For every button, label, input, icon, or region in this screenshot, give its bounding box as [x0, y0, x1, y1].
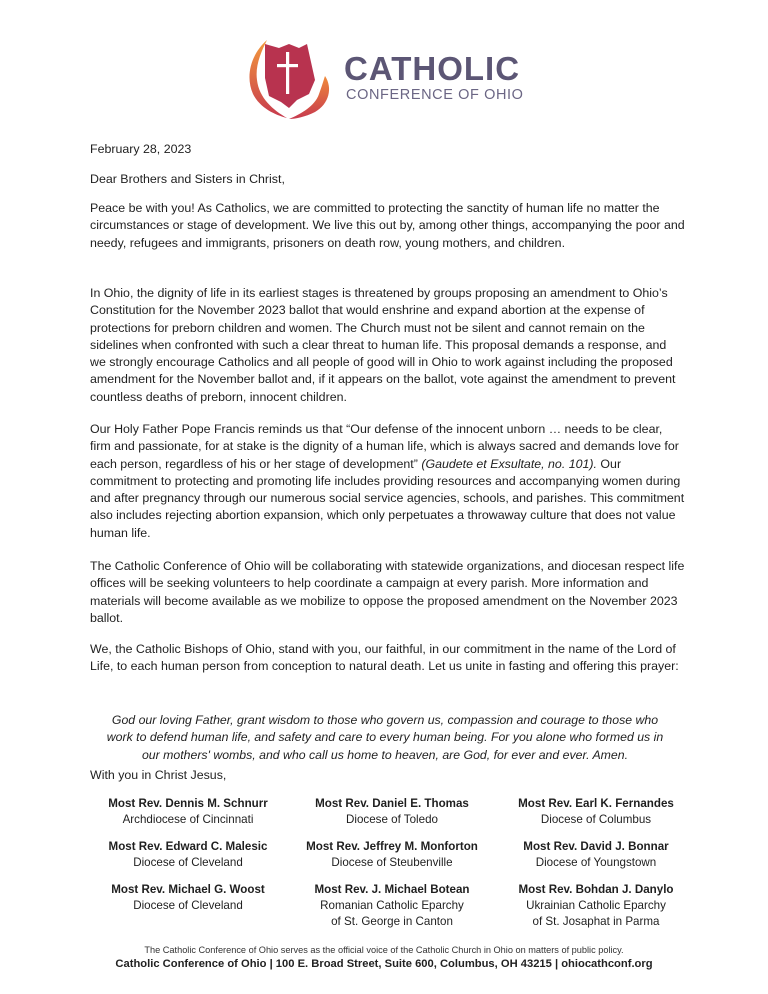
bishop-diocese: Diocese of Columbus	[540, 813, 652, 826]
bishop-diocese: Ukrainian Catholic Eparchy	[526, 899, 666, 912]
bishop-signature	[290, 882, 494, 930]
date-text: February 28, 2023	[90, 142, 192, 156]
pope-quote: Our Holy Father Pope Francis reminds us that “Our defense of the innocent unborn … needs to be clear, firm and passionate, for at stake is the dignity of a human life, which is always sacred and demands love for each person, regardless of his or her stage of development”	[90, 422, 679, 471]
bishop-signature	[86, 839, 290, 871]
bishop-diocese: Diocese of Cleveland	[133, 899, 243, 912]
bishop-signature	[494, 882, 698, 930]
ohio-cross-flame-logo-icon	[243, 36, 338, 120]
paragraph-5	[90, 641, 685, 676]
bishop-signature	[86, 882, 290, 914]
closing: With you in Christ Jesus,	[90, 768, 227, 782]
letterhead	[243, 36, 543, 120]
citation: (Gaudete et Exsultate, no. 101).	[421, 456, 597, 471]
bishop-diocese: Diocese of Steubenville	[331, 856, 453, 869]
org-subtitle: CONFERENCE OF OHIO	[346, 87, 524, 103]
paragraph-3-rest: Our commitment to protecting and promoting life includes providing resources and accompanying women during and after pregnancy through our numerous social service agencies, schools, and parishes. This commitment also includes rejecting abortion expansion, which only perpetuates a throwaway culture that does not value human life.	[90, 456, 685, 540]
paragraph-1-text: Peace be with you! As Catholics, we are committed to protecting the sanctity of human life no matter the circumstances or stage of development. We live this out by, among other things, accompanying the poor and needy, refugees and immigrants, prisoners on death row, young mothers, and children.	[90, 201, 685, 250]
bishop-diocese: Diocese of Toledo	[346, 813, 438, 826]
bishop-diocese-line-2: of St. Josaphat in Parma	[532, 915, 660, 928]
bishop-diocese: Diocese of Youngstown	[535, 856, 657, 869]
paragraph-3-text	[90, 421, 685, 542]
paragraph-4	[90, 558, 685, 627]
paragraph-4-text: The Catholic Conference of Ohio will be collaborating with statewide organizations, and diocesan respect life offices will be seeking volunteers to help coordinate a campaign at every parish. More information and materials will become available as we mobilize to oppose the proposed amendment on the November 2023 ballot.	[90, 559, 685, 625]
paragraph-2-text: In Ohio, the dignity of life in its earliest stages is threatened by groups proposing an amendment to Ohio’s Constitution for the November 2023 ballot that would enshrine and expand abortion at the expense of protections for preborn children and women. The Church must not be silent and cannot remain on the sidelines when confronted with such a clear threat to human life. This proposal demands a response, and we strongly encourage Catholics and all people of good will in Ohio to work against including the proposed amendment for the November ballot and, if it appears on the ballot, vote against the amendment to prevent countless deaths of preborn, innocent children.	[90, 286, 676, 404]
salutation-text: Dear Brothers and Sisters in Christ,	[90, 172, 285, 186]
bishop-diocese: Archdiocese of Cincinnati	[122, 813, 254, 826]
bishop-signature	[290, 796, 494, 828]
bishop-signature	[290, 839, 494, 871]
bishop-diocese: Romanian Catholic Eparchy	[320, 899, 464, 912]
bishop-name: Most Rev. J. Michael Botean	[314, 883, 470, 896]
paragraph-2	[90, 285, 685, 406]
salutation	[90, 171, 685, 188]
bishop-name: Most Rev. Dennis M. Schnurr	[108, 797, 268, 810]
bishop-signature	[86, 796, 290, 828]
bishop-diocese: Diocese of Cleveland	[133, 856, 243, 869]
bishop-diocese-line-2: of St. George in Canton	[331, 915, 453, 928]
letter-date	[90, 141, 685, 158]
bishop-name: Most Rev. Michael G. Woost	[111, 883, 265, 896]
paragraph-3	[90, 421, 685, 542]
bishop-signature	[494, 796, 698, 828]
paragraph-5-text: We, the Catholic Bishops of Ohio, stand with you, our faithful, in our commitment in the name of the Lord of Life, to each human person from conception to natural death. Let us unite in fasting and offering this prayer:	[90, 642, 679, 674]
bishop-name: Most Rev. Edward C. Malesic	[108, 840, 268, 853]
bishop-name: Most Rev. Earl K. Fernandes	[518, 797, 674, 810]
footer-address: Catholic Conference of Ohio | 100 E. Broad Street, Suite 600, Columbus, OH 43215 | ohiocathconf.org	[115, 958, 653, 970]
bishop-name: Most Rev. Bohdan J. Danylo	[518, 883, 674, 896]
footer-note: The Catholic Conference of Ohio serves as the official voice of the Catholic Church in Ohio on matters of public policy.	[144, 945, 624, 955]
paragraph-1	[90, 200, 685, 252]
prayer: God our loving Father, grant wisdom to those who govern us, compassion and courage to those who work to defend human life, and safety and care to every human being. For you alone who formed us in our mothers' wombs, and who call us home to heaven, are God, for ever and ever. Amen.	[106, 713, 664, 762]
bishop-name: Most Rev. Jeffrey M. Monforton	[306, 840, 478, 853]
bishop-name: Most Rev. David J. Bonnar	[523, 840, 669, 853]
org-name: CATHOLIC	[344, 50, 521, 87]
bishop-name: Most Rev. Daniel E. Thomas	[315, 797, 469, 810]
bishop-signature	[494, 839, 698, 871]
